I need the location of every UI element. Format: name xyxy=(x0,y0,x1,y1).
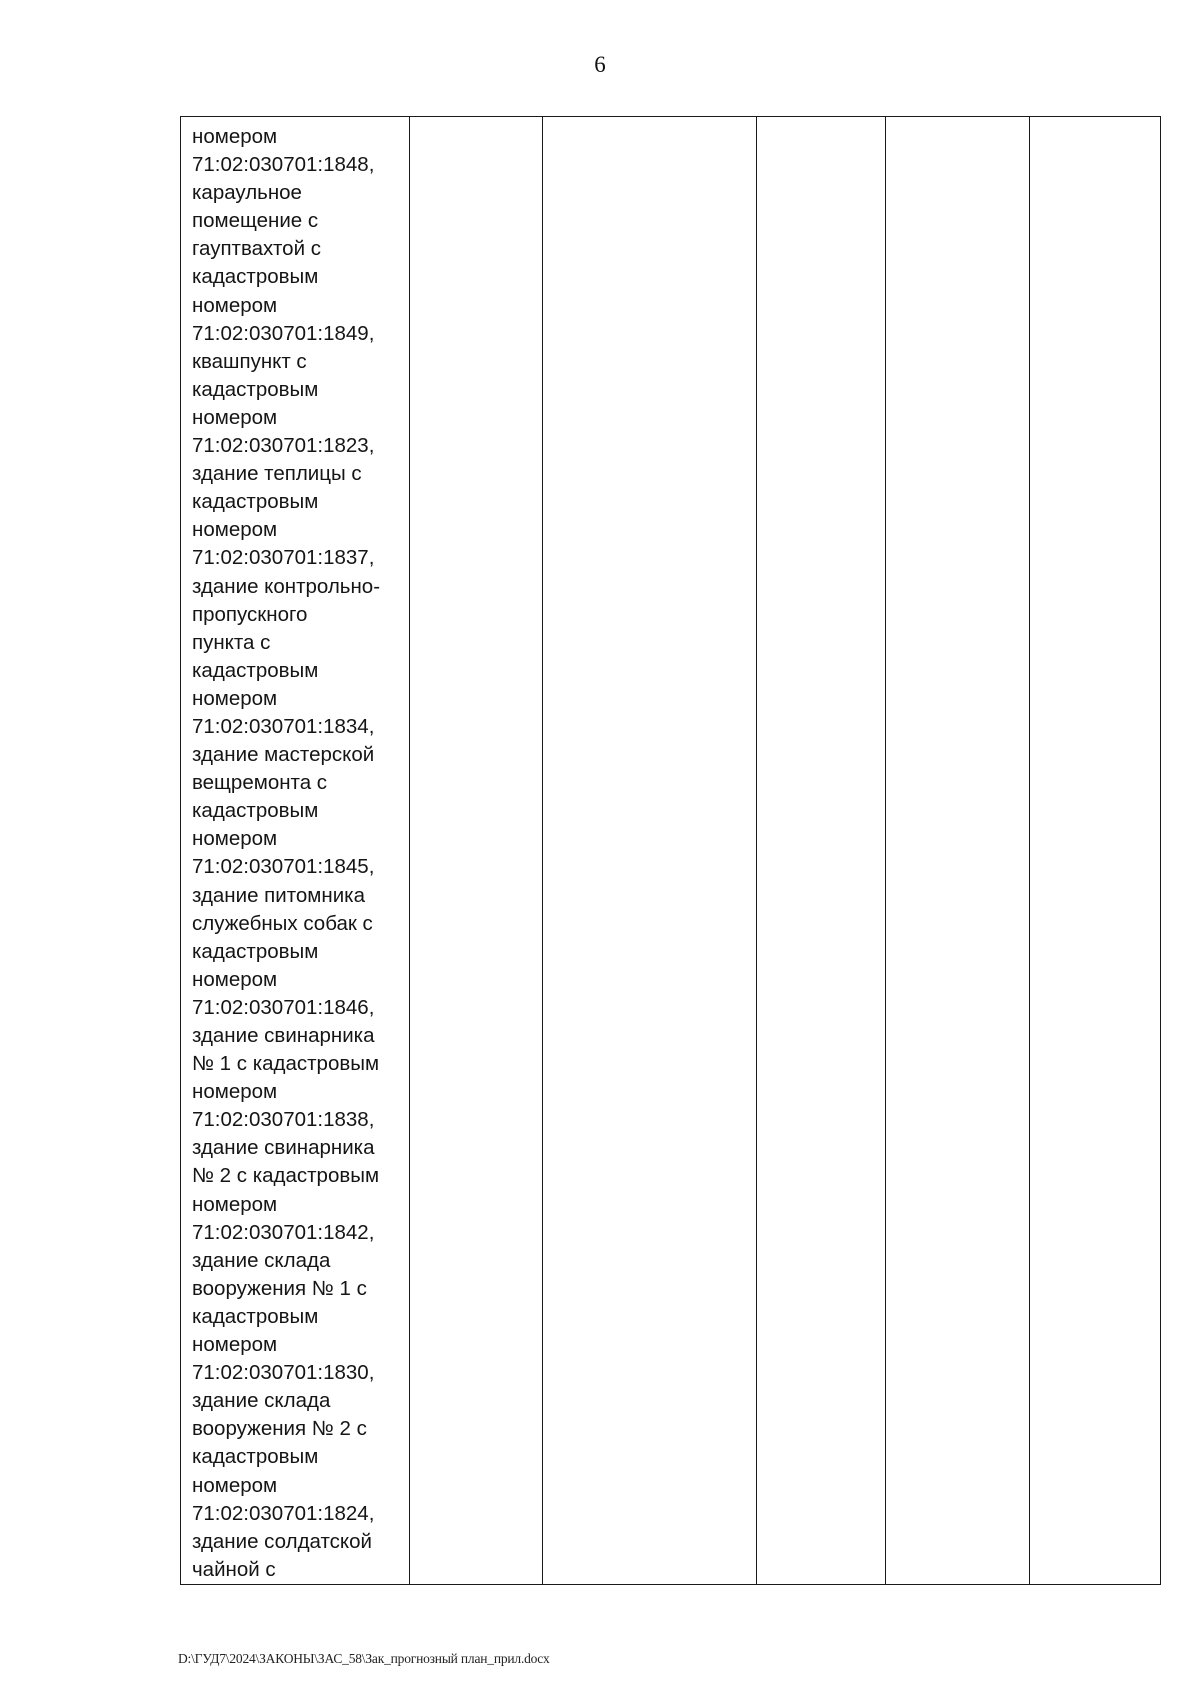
table-cell-2 xyxy=(410,117,543,1585)
table-text-line: номером xyxy=(192,405,278,429)
table-text-line: служебных собак с xyxy=(192,911,373,935)
table-text-line: здание мастерской xyxy=(192,743,375,767)
table-text-line: 71:02:030701:1838, xyxy=(192,1108,375,1132)
table-text-line: № 2 с кадастровым xyxy=(192,1164,380,1188)
table-text-line: номером xyxy=(192,1192,278,1216)
table-text-line: 71:02:030701:1845, xyxy=(192,855,375,879)
table-text-line: номером xyxy=(192,686,278,710)
table-text-line: здание свинарника xyxy=(192,1024,375,1047)
table-cell-5 xyxy=(886,117,1030,1585)
table-text-line: здание склада xyxy=(192,1248,331,1272)
table-text-line: номером xyxy=(192,827,278,851)
table-text-line: 71:02:030701:1824, xyxy=(192,1501,375,1525)
table-text-line: кадастровым xyxy=(192,658,319,682)
table-text-line: здание солдатской xyxy=(192,1529,372,1553)
document-table xyxy=(180,116,1161,1585)
table-text-line: номером xyxy=(192,1333,278,1357)
table-cell-3 xyxy=(543,117,757,1585)
table-text-line: кадастровым xyxy=(192,265,319,289)
file-path-footer: D:\ГУД7\2024\ЗАКОНЫ\ЗАС_58\Зак_прогнозный план_прил.docx xyxy=(178,1651,550,1666)
table-text-line: номером xyxy=(192,293,278,317)
table-text-line: кадастровым xyxy=(192,490,319,514)
table-text-line: квашпункт с xyxy=(192,349,307,373)
table-text-line: 71:02:030701:1846, xyxy=(192,995,375,1019)
table-text-line: вооружения № 2 с xyxy=(192,1417,367,1441)
table-text-line: гауптвахтой с xyxy=(192,237,321,261)
table-text-line: 71:02:030701:1823, xyxy=(192,434,375,458)
table-text-line: 71:02:030701:1837, xyxy=(192,546,375,570)
table-text-line: чайной с xyxy=(192,1557,276,1581)
table-row xyxy=(181,117,1161,1585)
table-text-line: здание питомника xyxy=(192,883,365,907)
object-description-cell xyxy=(181,117,410,1585)
table-text-line: здание свинарника xyxy=(192,1136,375,1160)
table-text-line: номером xyxy=(192,518,278,542)
table-text-line: номером xyxy=(192,967,278,991)
table-text-line: номером xyxy=(192,1080,278,1104)
table-text-line: помещение с xyxy=(192,209,319,233)
table-text-line: кадастровым xyxy=(192,377,319,401)
table-text-line: здание контрольно- xyxy=(192,574,381,598)
table-text-line: 71:02:030701:1849, xyxy=(192,321,375,345)
table-text-line: кадастровым xyxy=(192,1445,319,1469)
table-text-line: кадастровым xyxy=(192,1304,319,1328)
table-text-line: вещремонта с xyxy=(192,771,328,795)
table-text-line: пропускного xyxy=(192,602,308,626)
table-text-line: здание теплицы с xyxy=(192,462,362,486)
page-number: 6 xyxy=(594,52,606,77)
table-text-line: вооружения № 1 с xyxy=(192,1276,367,1300)
table-text-line: № 1 с кадастровым xyxy=(192,1052,380,1076)
table-text-line: 71:02:030701:1842, xyxy=(192,1220,375,1244)
table-text-line: кадастровым xyxy=(192,799,319,823)
table-cell-4 xyxy=(757,117,886,1585)
object-description-text xyxy=(181,117,409,1584)
table-text-line: номером xyxy=(192,1473,278,1497)
table-text-line: 71:02:030701:1848, xyxy=(192,153,375,177)
document-table-wrapper xyxy=(180,116,1161,1585)
table-text-line: номером xyxy=(192,125,278,148)
table-text-line: 71:02:030701:1834, xyxy=(192,714,375,738)
table-text-line: караульное xyxy=(192,181,302,205)
table-text-line: здание склада xyxy=(192,1389,331,1413)
table-text-line: кадастровым xyxy=(192,939,319,963)
table-cell-6 xyxy=(1030,117,1161,1585)
table-text-line: 71:02:030701:1830, xyxy=(192,1361,375,1385)
table-text-line: пункта с xyxy=(192,630,271,654)
